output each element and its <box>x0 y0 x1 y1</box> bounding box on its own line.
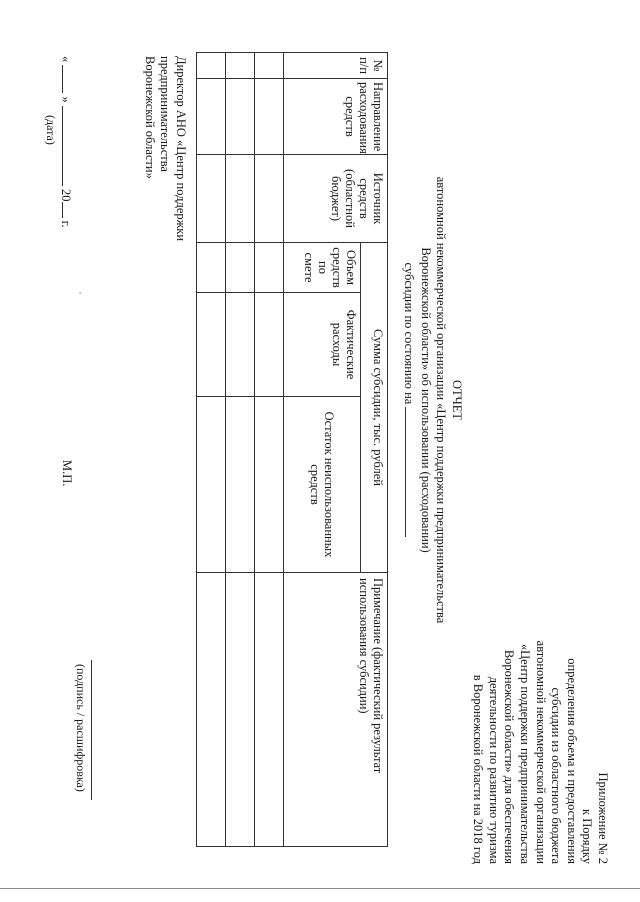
table-cell <box>197 243 226 293</box>
director-line: Директор АНО «Центр поддержки <box>174 56 188 242</box>
date-close-quote: » <box>59 96 73 103</box>
year-suffix: г. <box>59 220 73 228</box>
table-cell <box>255 53 284 79</box>
report-title-line-1: автономной некоммерческой организации «Центр поддержки предпринимательства <box>434 176 449 624</box>
director-position <box>141 56 188 256</box>
day-blank <box>62 65 74 93</box>
table-cell <box>197 79 226 155</box>
table-cell <box>197 573 226 847</box>
report-date-blank <box>405 407 417 537</box>
header-note: Примечание (фактический результат использования субсидии) <box>284 573 388 847</box>
date-caption: (дата) <box>44 115 58 145</box>
appendix-line: к Порядку <box>580 809 595 864</box>
table-cell <box>255 397 284 573</box>
report-title-line-2: Воронежской области» об использовании (расходовании) <box>418 247 433 553</box>
signature-line <box>91 660 92 800</box>
header-source: Источник средств (областной бюджет) <box>284 155 388 243</box>
appendix-line: Приложение № 2 <box>596 772 610 864</box>
report-title <box>401 140 464 660</box>
table-cell <box>197 155 226 243</box>
date-field <box>58 56 74 356</box>
table-cell <box>226 155 255 243</box>
report-title-line-3 <box>401 140 418 660</box>
table-cell <box>226 397 255 573</box>
report-date-label: субсидии по состоянию на <box>402 262 417 405</box>
header-remainder: Остаток неиспользованных средств <box>284 397 361 573</box>
header-subsidy-sum: Сумма субсидии, тыс. рублей <box>361 243 388 573</box>
table-cell <box>226 243 255 293</box>
appendix-line: автономной некоммерческой организации <box>533 640 548 864</box>
table-row <box>255 53 284 847</box>
appendix-line: «Центр поддержки предпринимательства <box>518 643 533 864</box>
director-line: Воронежской области» <box>142 56 157 179</box>
table-cell <box>226 573 255 847</box>
report-heading: ОТЧЕТ <box>450 379 464 421</box>
table-cell <box>255 573 284 847</box>
date-open-quote: « <box>59 56 73 63</box>
signature-caption: (подпись / расшифровка) <box>74 664 88 792</box>
appendix-line: деятельности по развитию туризма <box>486 676 501 864</box>
appendix-note <box>470 534 610 864</box>
table-cell <box>255 155 284 243</box>
appendix-line: в Воронежской области на 2018 год <box>471 674 486 864</box>
month-blank <box>62 106 74 186</box>
table-cell <box>255 243 284 293</box>
table-row <box>197 53 226 847</box>
stamp-place: М.П. <box>60 460 74 487</box>
table-row <box>226 53 255 847</box>
year-blank <box>62 202 74 218</box>
appendix-line: Воронежской области» для обеспечения <box>502 649 517 864</box>
table-header-row <box>361 53 388 847</box>
appendix-line: определения объема и предоставления <box>564 658 579 864</box>
header-actual-expenses: Фактические расходы <box>284 293 361 397</box>
table-cell <box>197 293 226 397</box>
appendix-line: субсидии из областного бюджета <box>549 687 564 864</box>
table-cell <box>226 53 255 79</box>
director-line: предпринимательства <box>158 56 173 172</box>
table-cell <box>255 293 284 397</box>
page-edge-line <box>0 888 640 889</box>
table-cell <box>226 293 255 397</box>
report-table <box>196 52 388 847</box>
table-cell <box>197 397 226 573</box>
year-prefix: 20 <box>59 189 73 202</box>
table-cell <box>255 79 284 155</box>
table-cell <box>197 53 226 79</box>
header-direction: Направление расходования средств <box>284 79 388 155</box>
header-budget-volume: Объем средств по смете <box>284 243 361 293</box>
table-cell <box>226 79 255 155</box>
scan-mark: , <box>78 292 87 294</box>
header-number: № п/п <box>284 53 388 79</box>
